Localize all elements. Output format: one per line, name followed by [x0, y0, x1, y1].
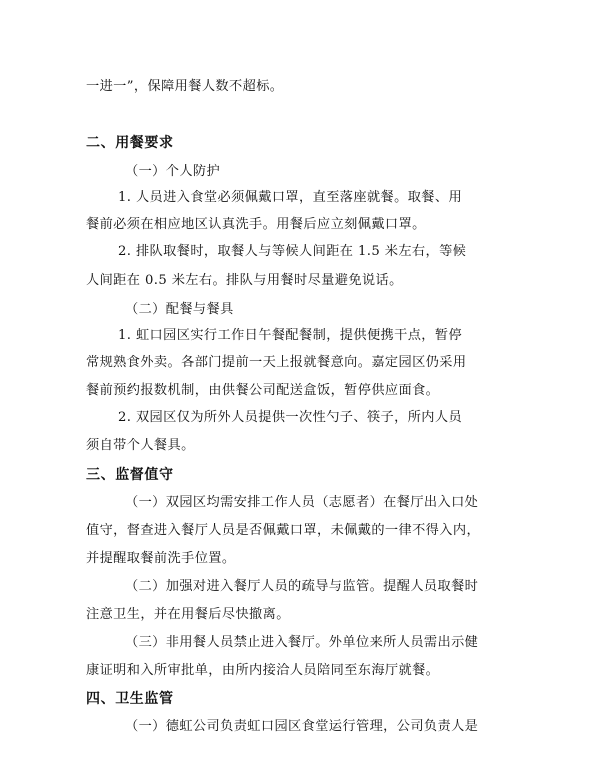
paragraph-line: 一进一”，保障用餐人数不超标。 [86, 79, 284, 94]
paragraph-line: 常规熟食外卖。各部门提前一天上报就餐意向。嘉定园区仍采用 [86, 355, 467, 370]
subsection-heading-catering-tableware: （二）配餐与餐具 [125, 302, 234, 317]
paragraph-line: 2. 排队取餐时，取餐人与等候人间距在 1.5 米左右，等候 [118, 244, 467, 259]
paragraph-line: （二）加强对进入餐厅人员的疏导与监管。提醒人员取餐时 [125, 579, 479, 594]
paragraph-line: 1. 人员进入食堂必须佩戴口罩，直至落座就餐。取餐、用 [118, 190, 463, 205]
paragraph-line: 并提醒取餐前洗手位置。 [86, 551, 236, 566]
paragraph-line: 餐前预约报数机制，由供餐公司配送盒饭，暂停供应面食。 [86, 383, 440, 398]
paragraph-line: 须自带个人餐具。 [86, 438, 195, 453]
section-heading-meal-requirements: 二、用餐要求 [86, 135, 174, 151]
paragraph-line: （一）德虹公司负责虹口园区食堂运行管理，公司负责人是 [125, 719, 479, 734]
paragraph-line: （三）非用餐人员禁止进入餐厅。外单位来所人员需出示健 [125, 635, 479, 650]
paragraph-line: 康证明和入所审批单，由所内接洽人员陪同至东海厅就餐。 [86, 663, 440, 678]
paragraph-line: 值守，督查进入餐厅人员是否佩戴口罩，未佩戴的一律不得入内， [86, 523, 481, 538]
paragraph-line: 餐前必须在相应地区认真洗手。用餐后应立刻佩戴口罩。 [86, 217, 426, 232]
section-heading-supervision: 三、监督值守 [86, 467, 174, 483]
paragraph-line: 注意卫生，并在用餐后尽快撤离。 [86, 607, 290, 622]
paragraph-line: 人间距在 0.5 米左右。排队与用餐时尽量避免说话。 [86, 273, 403, 288]
paragraph-line: （一）双园区均需安排工作人员（志愿者）在餐厅出入口处 [125, 495, 479, 510]
subsection-heading-personal-protection: （一）个人防护 [125, 164, 221, 179]
paragraph-line: 2. 双园区仅为所外人员提供一次性勺子、筷子，所内人员 [118, 410, 463, 425]
paragraph-line: 1. 虹口园区实行工作日午餐配餐制，提供便携干点，暂停 [118, 328, 463, 343]
section-heading-hygiene: 四、卫生监管 [86, 691, 174, 707]
